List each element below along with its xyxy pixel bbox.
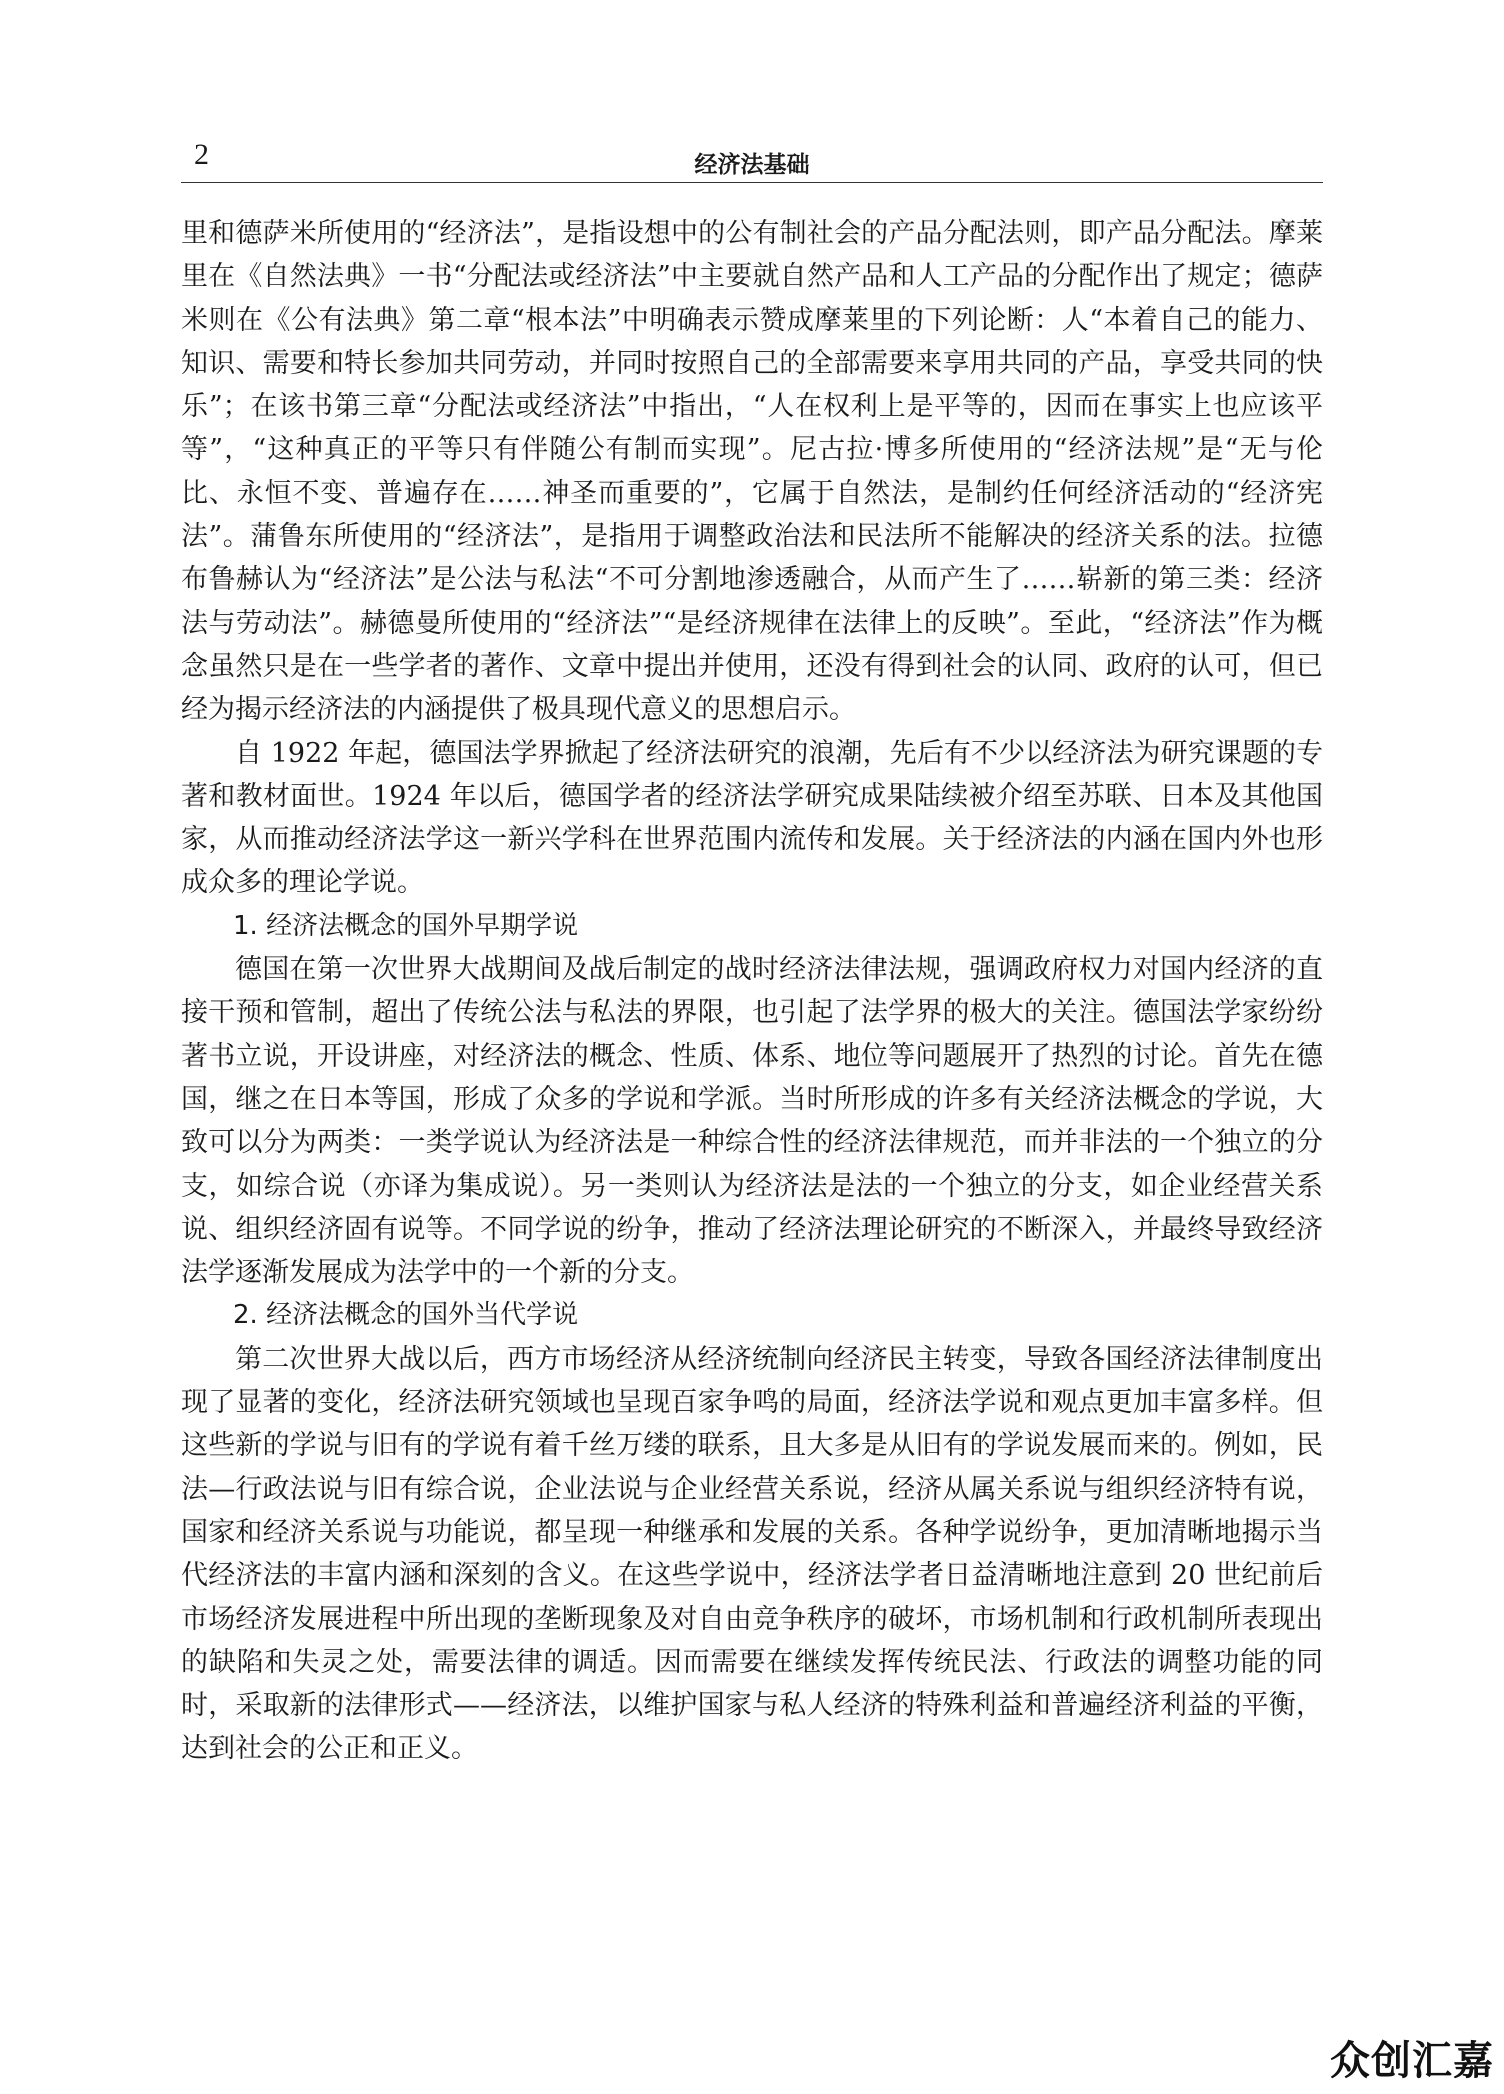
body-text: [181, 212, 1323, 1771]
section-heading: 2. 经济法概念的国外当代学说: [233, 1300, 579, 1331]
section-heading: 1. 经济法概念的国外早期学说: [233, 910, 579, 941]
header-rule: [181, 182, 1323, 183]
paragraph: 德国在第一次世界大战期间及战后制定的战时经济法律法规，强调政府权力对国内经济的直接干预和管制，超出了传统公法与私法的界限，也引起了法学界的极大的关注。德国法学家纷纷著书立说，开设讲座，对经济法的概念、性质、体系、地位等问题展开了热烈的讨论。首先在德国，继之在日本等国，形成了众多的学说和学派。当时所形成的许多有关经济法概念的学说，大致可以分为两类：一类学说认为经济法是一种综合性的经济法律规范，而并非法的一个独立的分支，如综合说（亦译为集成说）。另一类则认为经济法是法的一个独立的分支，如企业经营关系说、组织经济固有说等。不同学说的纷争，推动了经济法理论研究的不断深入，并最终导致经济法学逐渐发展成为法学中的一个新的分支。: [181, 954, 1323, 1289]
page-number: 2: [194, 138, 209, 171]
paragraph-continued: 里和德萨米所使用的“经济法”，是指设想中的公有制社会的产品分配法则，即产品分配法。摩莱里在《自然法典》一书“分配法或经济法”中主要就自然产品和人工产品的分配作出了规定；德萨米则在《公有法典》第二章“根本法”中明确表示赞成摩莱里的下列论断：人“本着自己的能力、知识、需要和特长参加共同劳动，并同时按照自己的全部需要来享用共同的产品，享受共同的快乐”；在该书第三章“分配法或经济法”中指出，“人在权利上是平等的，因而在事实上也应该平等”，“这种真正的平等只有伴随公有制而实现”。尼古拉·博多所使用的“经济法规”是“无与伦比、永恒不变、普遍存在……神圣而重要的”，它属于自然法，是制约任何经济活动的“经济宪法”。蒲鲁东所使用的“经济法”，是指用于调整政治法和民法所不能解决的经济关系的法。拉德布鲁赫认为“经济法”是公法与私法“不可分割地渗透融合，从而产生了……崭新的第三类：经济法与劳动法”。赫德曼所使用的“经济法”“是经济规律在法律上的反映”。至此，“经济法”作为概念虽然只是在一些学者的著作、文章中提出并使用，还没有得到社会的认同、政府的认可，但已经为揭示经济法的内涵提供了极具现代意义的思想启示。: [181, 218, 1323, 726]
paragraph: 第二次世界大战以后，西方市场经济从经济统制向经济民主转变，导致各国经济法律制度出现了显著的变化，经济法研究领域也呈现百家争鸣的局面，经济法学说和观点更加丰富多样。但这些新的学说与旧有的学说有着千丝万缕的联系，且大多是从旧有的学说发展而来的。例如，民法—行政法说与旧有综合说，企业法说与企业经营关系说，经济从属关系说与组织经济特有说，国家和经济关系说与功能说，都呈现一种继承和发展的关系。各种学说纷争，更加清晰地揭示当代经济法的丰富内涵和深刻的含义。在这些学说中，经济法学者日益清晰地注意到 20 世纪前后市场经济发展进程中所出现的垄断现象及对自由竞争秩序的破坏，市场机制和行政机制所表现出的缺陷和失灵之处，需要法律的调适。因而需要在继续发挥传统民法、行政法的调整功能的同时，采取新的法律形式——经济法，以维护国家与私人经济的特殊利益和普遍经济利益的平衡，达到社会的公正和正义。: [181, 1343, 1323, 1765]
watermark-logo: 众创汇嘉: [1330, 2038, 1494, 2084]
paragraph: 自 1922 年起，德国法学界掀起了经济法研究的浪潮，先后有不少以经济法为研究课题的专著和教材面世。1924 年以后，德国学者的经济法学研究成果陆续被介绍至苏联、日本及其他国家，从而推动经济法学这一新兴学科在世界范围内流传和发展。关于经济法的内涵在国内外也形成众多的理论学说。: [181, 737, 1323, 899]
running-title: 经济法基础: [694, 152, 810, 178]
